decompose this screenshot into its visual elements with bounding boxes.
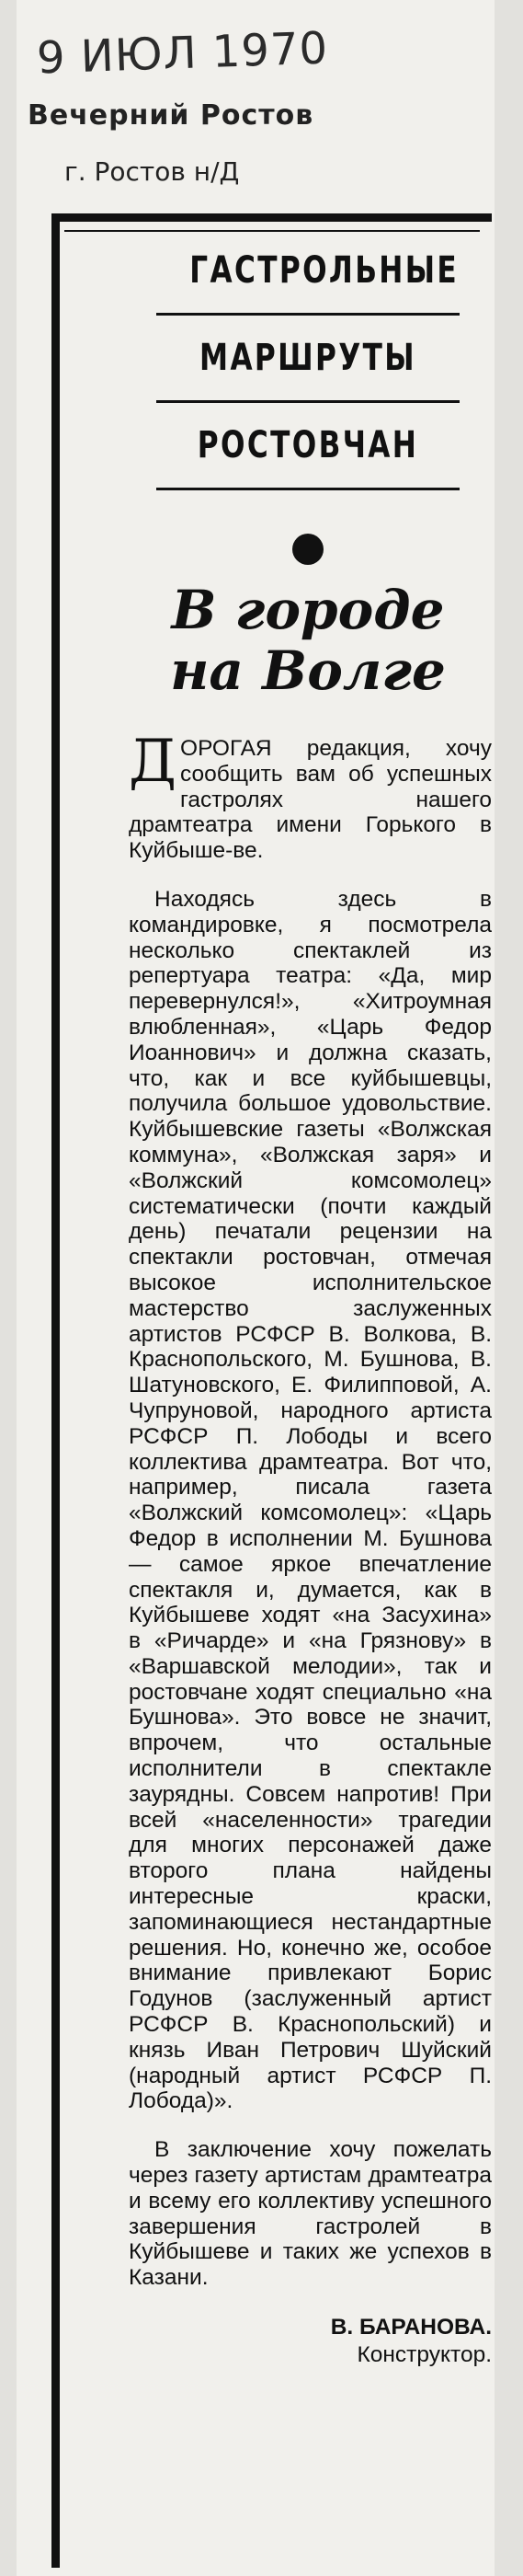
stamp-city: г. Ростов н/Д [64, 156, 240, 187]
rubric-line-2: МАРШРУТЫ [199, 337, 416, 379]
article-headline [147, 580, 469, 701]
stamp-newspaper-name: Вечерний Ростов [28, 99, 314, 132]
author-name: В. БАРАНОВА. [330, 2315, 492, 2340]
article-body [129, 728, 492, 2369]
stamp-date: 9 ИЮЛ 1970 [36, 22, 329, 85]
drop-cap: Д [129, 728, 177, 796]
headline-line-2: на Волге [170, 639, 446, 702]
rubric-divider [156, 488, 460, 490]
author-occupation: Конструктор. [357, 2342, 492, 2368]
paragraph-3: В заключение хочу пожелать через газету артистам драмтеатра и всему его коллективу успешного завершения гастролей в Куйбышеве и таких же успехов в Казани. [129, 2137, 492, 2291]
paragraph-1-text: ОРОГАЯ редакция, хочу сообщить вам об успешных гастролях нашего драмтеатра имени Горького в Куйбыше-ве. [129, 736, 492, 864]
rubric-line-1: ГАСТРОЛЬНЫЕ [189, 249, 460, 292]
headline-line-1: В городе [171, 579, 445, 641]
rubric-divider [156, 400, 460, 403]
paragraph-1 [129, 728, 492, 864]
paragraph-2: Находясь здесь в командировке, я посмотрела несколько спектаклей из репертуара театра: «Да, мир перевернулся!», «Хитроумная влюбленная», «Царь Федор Иоаннович» и должна сказать, что, как и все куйбышевцы, получила большое удовольствие. Куйбышевские газеты «Волжская коммуна», «Волжская заря» и «Волжский комсомолец» систематически (почти каждый день) печатали рецензии на спектакли ростовчан, отмечая высокое исполнительское мастерство заслуженных артистов РСФСР В. Волкова, В. Краснопольского, М. Бушнова, В. Шатуновского, Е. Филипповой, А. Чупруновой, народного артиста РСФСР П. Лободы и всего коллектива драмтеатра. Вот что, например, писала газета «Волжский комсомолец»: «Царь Федор в исполнении М. Бушнова — самое яркое впечатление спектакля и, думается, как в Куйбышеве ходят «на Засухина» в «Ричарде» и «на Грязнову» в «Варшавской мелодии», так и ростовчане ходят специально «на Бушнова». Это вовсе не значит, впрочем, что остальные исполнители в спектакле заурядны. Совсем напротив! При всей «населенности» трагедии для многих персонажей даже второго плана найдены интересные краски, запоминающиеся нестандартные решения. Но, конечно же, особое внимание привлекают Борис Годунов (заслуженный артист РСФСР В. Краснопольский) и князь Иван Петрович Шуйский (народный артист РСФСР П. Лобода)». [129, 886, 492, 2114]
bullet-dot-icon [292, 534, 324, 565]
rubric-line-3: РОСТОВЧАН [197, 424, 419, 466]
frame-rule [64, 230, 480, 232]
rubric-header [156, 248, 460, 511]
library-stamp [28, 22, 432, 193]
rubric-divider [156, 313, 460, 316]
